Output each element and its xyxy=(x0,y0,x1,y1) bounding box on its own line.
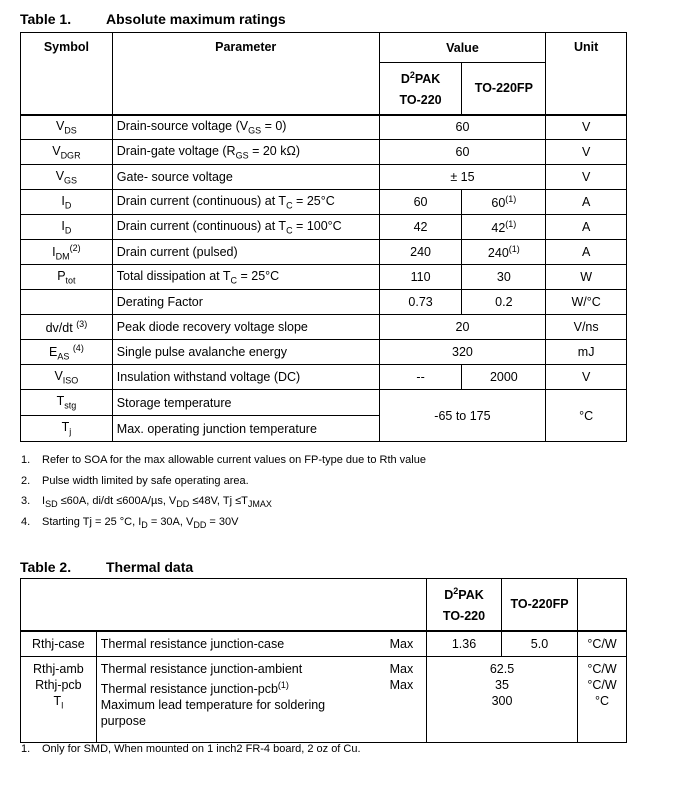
symbol-cell: $V_{ISO}$ xyxy=(21,365,113,390)
table-row xyxy=(21,631,627,657)
unit-header: Unit xyxy=(546,33,627,115)
table-row xyxy=(21,165,627,190)
unit-cell: V xyxy=(546,140,627,165)
unit-cell: A xyxy=(546,215,627,240)
parameter-cell: Gate- source voltage xyxy=(112,165,379,190)
unit-cell: V/ns xyxy=(546,315,627,340)
symbol-header: Symbol xyxy=(21,33,113,115)
unit-cell: A xyxy=(546,190,627,215)
table2-title: Thermal data xyxy=(106,559,194,575)
table2-caption xyxy=(20,559,193,575)
table-row xyxy=(21,340,627,365)
symbol-cell: $I_D$ xyxy=(21,190,113,215)
parameter-cell: Insulation withstand voltage (DC) xyxy=(112,365,379,390)
table-row xyxy=(21,240,627,265)
value-cell: -- xyxy=(379,365,462,390)
d2pak-to220-header: $D^2PAK$ TO-220 xyxy=(379,63,462,115)
unit-cell: W xyxy=(546,265,627,290)
blank-header xyxy=(21,579,427,631)
unit-cell: °C xyxy=(546,390,627,442)
parameter-cell: Peak diode recovery voltage slope xyxy=(112,315,379,340)
parameter-cell: Thermal resistance junction-ambient Thermal resistance junction-pcb$^{(1)}$ Maximum lead temperature for soldering purpose xyxy=(96,657,385,743)
value-cell: 110 xyxy=(379,265,462,290)
to220fp-header: TO-220FP xyxy=(502,579,578,631)
parameter-cell: Single pulse avalanche energy xyxy=(112,340,379,365)
value-cell: 0.73 xyxy=(379,290,462,315)
value-cell: ± 15 xyxy=(379,165,546,190)
parameter-header: Parameter xyxy=(112,33,379,115)
value-cell: 20 xyxy=(379,315,546,340)
limit-cell: Max Max xyxy=(386,657,427,743)
value-cell: 42 xyxy=(379,215,462,240)
parameter-cell: Storage temperature xyxy=(112,390,379,416)
parameter-cell: Derating Factor xyxy=(112,290,379,315)
symbol-cell: $V_{DGR}$ xyxy=(21,140,113,165)
value-cell: 1.36 xyxy=(427,631,502,657)
table1-caption xyxy=(20,11,286,27)
table2-number: Table 2. xyxy=(20,559,72,575)
value-cell: 240$^{(1)}$ xyxy=(462,240,546,265)
unit-cell: A xyxy=(546,240,627,265)
value-cell: 30 xyxy=(462,265,546,290)
absolute-maximum-ratings-table xyxy=(20,32,627,442)
value-cell: 320 xyxy=(379,340,546,365)
blank-unit-header xyxy=(578,579,627,631)
unit-cell: V xyxy=(546,365,627,390)
footnote: 2. Pulse width limited by safe operating area. xyxy=(21,475,249,487)
parameter-cell: Thermal resistance junction-case xyxy=(96,631,385,657)
parameter-cell: Drain current (continuous) at $T_C = 100^\circ C$ xyxy=(112,215,379,240)
symbol-cell: dv/dt $^{(3)}$ xyxy=(21,315,113,340)
value-cell: 60 xyxy=(379,115,546,140)
unit-cell: V xyxy=(546,165,627,190)
value-cell: 62.5 35 300 xyxy=(427,657,578,743)
value-header: Value xyxy=(379,33,546,63)
table-row xyxy=(21,215,627,240)
parameter-cell: Drain-gate voltage ($R_{GS} = 20$ kΩ) xyxy=(112,140,379,165)
table1-number: Table 1. xyxy=(20,11,72,27)
thermal-data-table xyxy=(20,578,627,743)
symbol-cell: $T_j$ xyxy=(21,416,113,442)
table-row xyxy=(21,115,627,140)
parameter-cell: Total dissipation at $T_C = 25^\circ C$ xyxy=(112,265,379,290)
table-row xyxy=(21,365,627,390)
symbol-cell: $V_{GS}$ xyxy=(21,165,113,190)
table-row xyxy=(21,315,627,340)
unit-cell: mJ xyxy=(546,340,627,365)
table-row xyxy=(21,290,627,315)
symbol-cell: $I_{DM}^{(2)}$ xyxy=(21,240,113,265)
table-row xyxy=(21,190,627,215)
d2pak-to220-header: $D^2PAK$ TO-220 xyxy=(427,579,502,631)
table-row xyxy=(21,265,627,290)
to220fp-header: TO-220FP xyxy=(462,63,546,115)
symbol-cell: Rthj-amb Rthj-pcb $T_l$ xyxy=(21,657,97,743)
value-cell: 240 xyxy=(379,240,462,265)
limit-cell: Max xyxy=(386,631,427,657)
unit-cell: °C/W xyxy=(578,631,627,657)
unit-cell: V xyxy=(546,115,627,140)
table1-header-row xyxy=(21,33,627,63)
table2-header-row xyxy=(21,579,627,631)
symbol-cell: $I_D$ xyxy=(21,215,113,240)
value-cell: 60$^{(1)}$ xyxy=(462,190,546,215)
value-cell: 60 xyxy=(379,140,546,165)
value-cell: 42$^{(1)}$ xyxy=(462,215,546,240)
symbol-cell: $E_{AS}$ $^{(4)}$ xyxy=(21,340,113,365)
symbol-cell xyxy=(21,290,113,315)
table-row xyxy=(21,657,627,743)
symbol-cell: $P_{tot}$ xyxy=(21,265,113,290)
value-cell: 60 xyxy=(379,190,462,215)
parameter-cell: Drain current (continuous) at $T_C = 25^\circ C$ xyxy=(112,190,379,215)
footnote: 3. $I_{SD} \le 60A$, di/dt ≤600A/µs, $V_{DD} \le 48V$, $Tj \le T_{JMAX}$ xyxy=(21,495,272,510)
symbol-cell: Rthj-case xyxy=(21,631,97,657)
footnote: 1. Only for SMD, When mounted on 1 inch2 FR-4 board, 2 oz of Cu. xyxy=(21,743,361,755)
symbol-cell: $T_{stg}$ xyxy=(21,390,113,416)
value-cell: 2000 xyxy=(462,365,546,390)
symbol-cell: $V_{DS}$ xyxy=(21,115,113,140)
table-row xyxy=(21,390,627,416)
parameter-cell: Drain current (pulsed) xyxy=(112,240,379,265)
table-row xyxy=(21,140,627,165)
parameter-cell: Max. operating junction temperature xyxy=(112,416,379,442)
unit-cell: W/°C xyxy=(546,290,627,315)
value-cell: -65 to 175 xyxy=(379,390,546,442)
footnote: 1. Refer to SOA for the max allowable current values on FP-type due to Rth value xyxy=(21,454,426,466)
footnote: 4. Starting Tj = 25 °C, $I_D = 30A$, $V_{DD} = 30V$ xyxy=(21,516,239,531)
value-cell: 5.0 xyxy=(502,631,578,657)
value-cell: 0.2 xyxy=(462,290,546,315)
table1-title: Absolute maximum ratings xyxy=(106,11,286,27)
parameter-cell: Drain-source voltage $(V_{GS} = 0)$ xyxy=(112,115,379,140)
unit-cell: °C/W °C/W °C xyxy=(578,657,627,743)
